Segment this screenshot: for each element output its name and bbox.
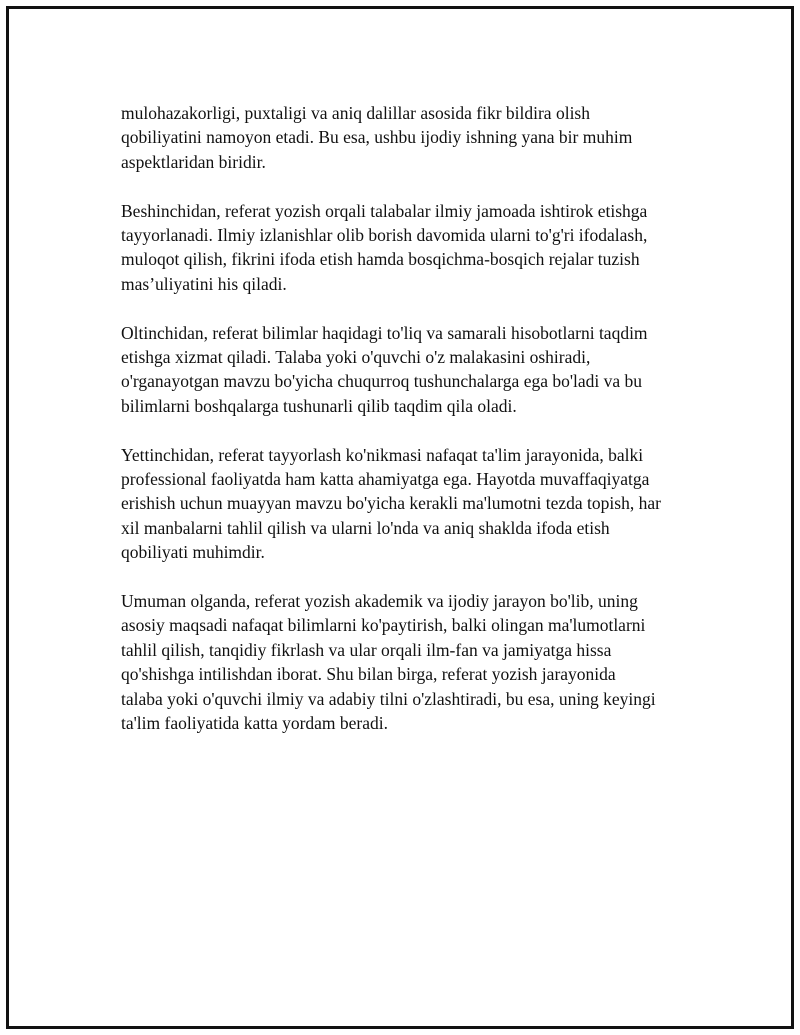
text-line: mulohazakorligi, puxtaligi va aniq dalillar asosida fikr bildira olish [121,103,590,123]
paragraph-5 [121,589,706,735]
text-line: tahlil qilish, tanqidiy fikrlash va ular orqali ilm-fan va jamiyatga hissa [121,639,612,660]
text-line: asosiy maqsadi nafaqat bilimlarni ko'paytirish, balki olingan ma'lumotlarni [121,615,646,636]
text-line: ta'lim faoliyatida katta yordam beradi. [121,713,389,734]
page-body [121,101,706,760]
text-line: Beshinchidan, referat yozish orqali talabalar ilmiy jamoada ishtirok etishga [121,200,648,221]
text-line: talaba yoki o'quvchi ilmiy va adabiy tilni o'zlashtiradi, bu esa, uning keyingi [121,688,656,709]
text-line: bilimlarni boshqalarga tushunarli qilib taqdim qila oladi. [121,395,517,416]
text-line: aspektlaridan biridir. [121,151,266,172]
paragraph-3 [121,321,706,419]
paragraph-2 [121,199,706,297]
text-line: mas’uliyatini his qiladi. [121,273,287,294]
text-line: muloqot qilish, fikrini ifoda etish hamda bosqichma-bosqich rejalar tuzish [121,249,640,270]
text-line: qobiliyatini namoyon etadi. Bu esa, ushbu ijodiy ishning yana bir muhim [121,127,633,148]
text-line: qobiliyati muhimdir. [121,542,265,563]
text-line: professional faoliyatda ham katta ahamiyatga ega. Hayotda muvaffaqiyatga [121,469,650,490]
text-line: Umuman olganda, referat yozish akademik va ijodiy jarayon bo'lib, uning [121,591,638,612]
text-line: o'rganayotgan mavzu bo'yicha chuqurroq tushunchalarga ega bo'ladi va bu [121,371,643,392]
text-line: qo'shishga intilishdan iborat. Shu bilan birga, referat yozish jarayonida [121,664,616,685]
text-line: tayyorlanadi. Ilmiy izlanishlar olib borish davomida ularni to'g'ri ifodalash, [121,225,648,246]
text-line: erishish uchun muayyan mavzu bo'yicha kerakli ma'lumotni tezda topish, har [121,493,661,514]
paragraph-4 [121,443,706,565]
text-line: xil manbalarni tahlil qilish va ularni lo'nda va aniq shaklda ifoda etish [121,517,610,538]
text-line: etishga xizmat qiladi. Talaba yoki o'quvchi o'z malakasini oshiradi, [121,347,591,368]
paragraph-1 [121,101,706,174]
text-line: Yettinchidan, referat tayyorlash ko'nikmasi nafaqat ta'lim jarayonida, balki [121,444,644,465]
page-frame [6,6,794,1029]
text-line: Oltinchidan, referat bilimlar haqidagi to'liq va samarali hisobotlarni taqdim [121,322,648,343]
